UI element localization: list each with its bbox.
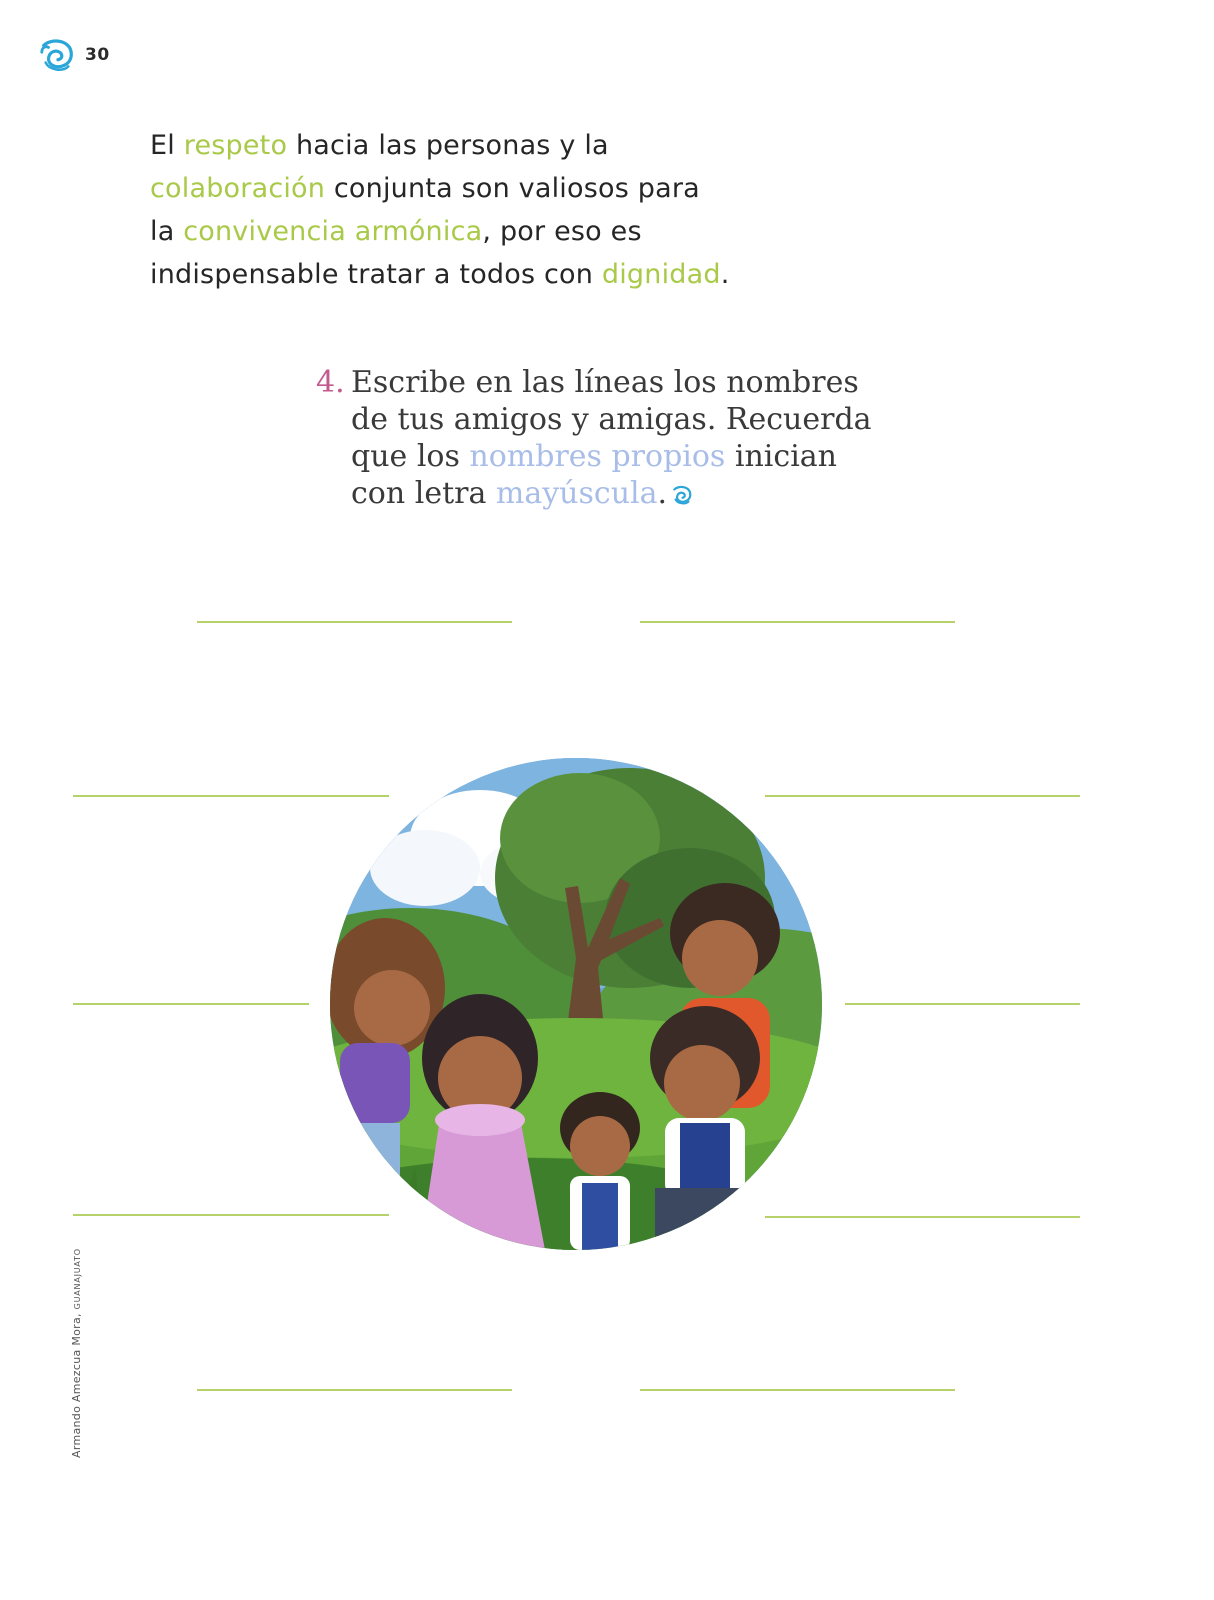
keyword-respeto: respeto bbox=[183, 130, 288, 161]
intro-paragraph bbox=[150, 124, 790, 296]
activity-text bbox=[351, 364, 876, 512]
text-span: , por eso es bbox=[482, 216, 642, 247]
illustrator-credit bbox=[70, 1248, 83, 1458]
friends-illustration bbox=[330, 758, 822, 1250]
activity-line: de tus amigos y amigas. Recuerda bbox=[351, 402, 872, 437]
text-span: . bbox=[720, 259, 730, 290]
text-span: inician bbox=[725, 439, 837, 474]
activity-line: Escribe en las líneas los nombres bbox=[351, 365, 859, 400]
name-writing-line[interactable] bbox=[640, 621, 955, 623]
name-writing-line[interactable] bbox=[765, 1216, 1080, 1218]
keyword-convivencia-armonica: convivencia armónica bbox=[183, 216, 483, 247]
text-span: El bbox=[150, 130, 184, 161]
illustration-scene bbox=[330, 758, 822, 1250]
credit-author: Armando Amezcua Mora, bbox=[70, 1309, 83, 1458]
text-span: que los bbox=[351, 439, 470, 474]
name-writing-line[interactable] bbox=[73, 1214, 389, 1216]
name-writing-line[interactable] bbox=[197, 621, 512, 623]
name-writing-line[interactable] bbox=[73, 1003, 309, 1005]
activity-instruction bbox=[316, 364, 876, 512]
text-span: la bbox=[150, 216, 184, 247]
name-writing-line[interactable] bbox=[765, 795, 1080, 797]
keyword-dignidad: dignidad bbox=[601, 259, 721, 290]
intro-line bbox=[150, 253, 790, 296]
name-writing-line[interactable] bbox=[640, 1389, 955, 1391]
keyword-nombres-propios: nombres propios bbox=[469, 439, 726, 474]
name-writing-line[interactable] bbox=[845, 1003, 1080, 1005]
keyword-colaboracion: colaboración bbox=[150, 173, 326, 204]
intro-line bbox=[150, 210, 790, 253]
page-header bbox=[38, 36, 110, 74]
text-span: . bbox=[657, 476, 668, 511]
name-writing-line[interactable] bbox=[197, 1389, 512, 1391]
name-writing-line[interactable] bbox=[73, 795, 389, 797]
swirl-logo-icon bbox=[38, 36, 76, 74]
intro-line bbox=[150, 167, 790, 210]
activity-number: 4. bbox=[316, 365, 345, 400]
page-number: 30 bbox=[85, 45, 110, 65]
text-span: hacia las personas y la bbox=[287, 130, 609, 161]
text-span: indispensable tratar a todos con bbox=[150, 259, 602, 290]
activity-line bbox=[351, 475, 876, 512]
keyword-mayuscula: mayúscula bbox=[495, 476, 658, 511]
swirl-logo-icon bbox=[671, 484, 693, 506]
activity-line bbox=[351, 438, 876, 475]
credit-place: GUANAJUATO bbox=[73, 1248, 82, 1310]
text-span: conjunta son valiosos para bbox=[325, 173, 700, 204]
intro-line bbox=[150, 124, 790, 167]
text-span: con letra bbox=[351, 476, 496, 511]
